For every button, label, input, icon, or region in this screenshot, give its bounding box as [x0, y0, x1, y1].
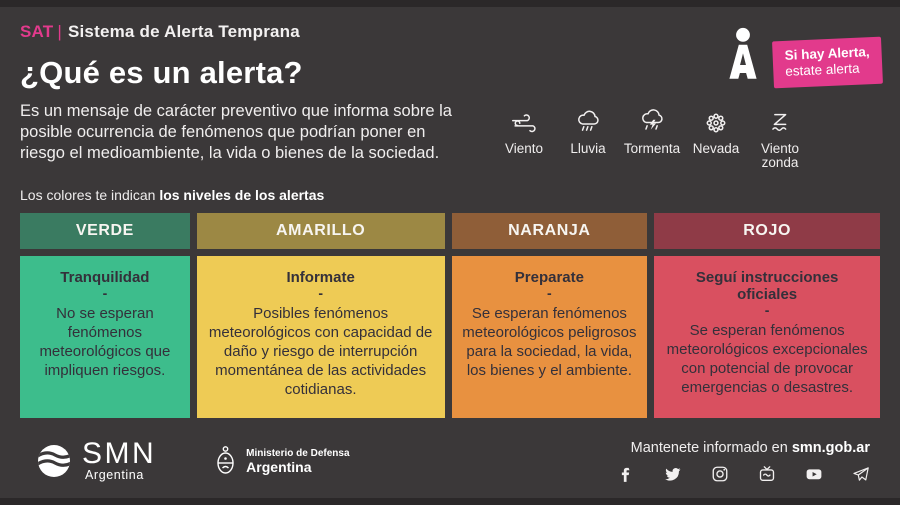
level-header-amarillo	[197, 213, 445, 249]
twitter-icon[interactable]	[664, 465, 682, 483]
alert-person-icon	[722, 25, 764, 88]
page-title: ¿Qué es un alerta?	[20, 55, 303, 90]
level-card-verde	[20, 256, 190, 418]
alert-level-column-naranja	[452, 213, 648, 418]
phenomenon-label: Nevada	[692, 141, 740, 156]
level-name: AMARILLO	[276, 222, 366, 239]
level-header-naranja	[452, 213, 648, 249]
storm-icon	[637, 108, 667, 138]
infographic	[0, 7, 900, 498]
levels-lead	[20, 187, 880, 203]
level-name: VERDE	[75, 222, 134, 239]
smn-logo	[32, 438, 156, 484]
phenomena-list	[494, 108, 810, 170]
level-header-rojo	[654, 213, 880, 249]
level-title: Preparate	[514, 269, 584, 286]
smn-globe-icon	[32, 438, 78, 484]
youtube-icon[interactable]	[805, 465, 823, 483]
top-frame-strip	[0, 0, 900, 7]
alert-description: Es un mensaje de carácter preventivo que informa sobre la posible ocurrencia de fenómenos que podrían poner en riesgo el medioambiente, la vida o bienes de la sociedad.	[20, 102, 452, 162]
alert-slogan-badge	[772, 36, 883, 88]
level-name: NARANJA	[508, 222, 591, 239]
intro-row	[20, 101, 880, 170]
snow-icon	[701, 108, 731, 138]
wind-icon	[509, 108, 539, 138]
phenomenon-viento	[494, 108, 554, 156]
level-name: ROJO	[743, 222, 791, 239]
level-separator: -	[547, 285, 552, 301]
alert-level-column-verde	[20, 213, 190, 418]
ministry-line1: Ministerio de Defensa	[246, 447, 350, 459]
footer-right	[617, 440, 870, 483]
alert-level-column-rojo	[654, 213, 880, 418]
bottom-frame-strip	[0, 498, 900, 505]
sat-acronym: SAT	[20, 22, 54, 41]
sat-separator: |	[57, 22, 62, 41]
level-title: Informate	[286, 269, 355, 286]
phenomenon-tormenta	[622, 108, 682, 156]
level-title: Tranquilidad	[60, 269, 150, 286]
level-separator: -	[764, 302, 770, 318]
levels-lead-text: Los colores te indican	[20, 187, 160, 203]
telegram-icon[interactable]	[852, 465, 870, 483]
alert-brand	[722, 25, 882, 88]
igtv-icon[interactable]	[758, 465, 776, 483]
ministry-block	[214, 445, 349, 477]
alert-levels-grid	[20, 213, 880, 418]
zonda-wind-icon	[765, 108, 795, 138]
argentina-coat-of-arms-icon	[214, 445, 237, 477]
phenomenon-viento-zonda	[750, 108, 810, 170]
info-line	[631, 440, 870, 456]
level-description: Posibles fenómenos meteorológicos con capacidad de daño y riesgo de interrupción momentánea de las actividades cotidianas.	[208, 305, 433, 398]
social-icons-row	[617, 465, 870, 483]
phenomenon-label: Viento	[504, 141, 544, 156]
level-card-naranja	[452, 256, 648, 418]
ministry-line2: Argentina	[246, 458, 312, 475]
facebook-icon[interactable]	[617, 465, 635, 483]
smn-wordmark	[82, 437, 157, 482]
badge-line2: estate alerta	[784, 60, 860, 79]
smn-name: SMN	[82, 437, 157, 470]
instagram-icon[interactable]	[711, 465, 729, 483]
level-card-amarillo	[197, 256, 445, 418]
program-name: Sistema de Alerta Temprana	[67, 22, 300, 41]
level-separator: -	[318, 285, 323, 301]
phenomenon-nevada	[686, 108, 746, 156]
footer-left	[32, 438, 350, 484]
footer	[20, 438, 880, 484]
level-title: Seguí instrucciones oficiales	[695, 269, 839, 303]
level-separator: -	[102, 285, 108, 301]
level-card-rojo	[654, 256, 880, 418]
level-header-verde	[20, 213, 190, 249]
phenomenon-label: Lluvia	[570, 141, 606, 156]
level-description: No se esperan fenómenos meteorológicos que impliquen riesgos.	[39, 305, 171, 379]
alert-level-column-amarillo	[197, 213, 445, 418]
levels-lead-bold: los niveles de los alertas	[159, 187, 325, 203]
rain-icon	[573, 108, 603, 138]
info-lead: Mantenete informado en	[630, 439, 792, 456]
level-description: Se esperan fenómenos meteorológicos excepcionales con potencial de provocar emergencias o desastres.	[666, 322, 868, 396]
level-description: Se esperan fenómenos meteorológicos peligrosos para la sociedad, la vida, los bienes y el ambiente.	[462, 305, 637, 379]
phenomenon-label: Tormenta	[623, 141, 681, 156]
smn-country: Argentina	[85, 468, 144, 482]
ministry-text	[246, 448, 349, 475]
badge-line1: Si hay Alerta,	[784, 43, 870, 63]
info-site: smn.gob.ar	[791, 439, 870, 456]
phenomenon-lluvia	[558, 108, 618, 156]
phenomenon-label: Viento zonda	[760, 141, 800, 170]
